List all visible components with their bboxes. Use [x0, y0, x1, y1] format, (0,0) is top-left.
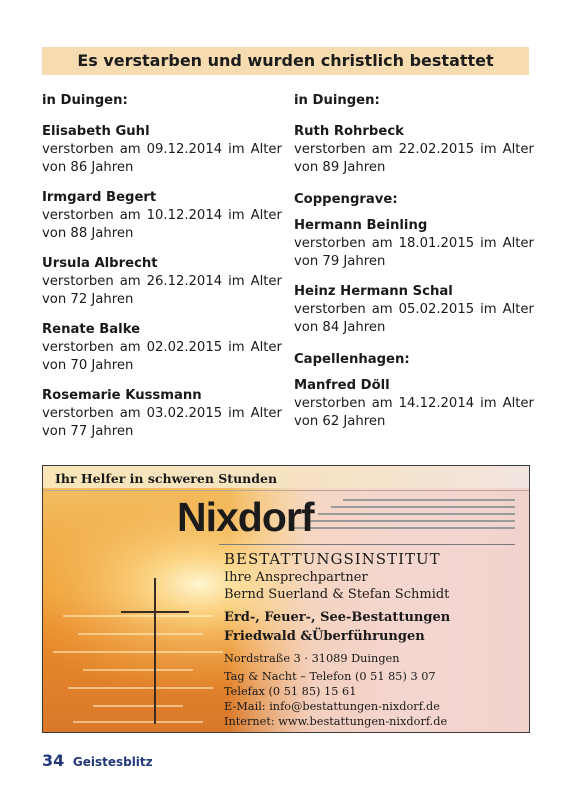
deceased-name: Irmgard Begert — [42, 190, 157, 205]
age-line: von 88 Jahren — [42, 226, 134, 241]
address: Nordstraße 3 · 31089 Duingen — [224, 652, 400, 665]
death-date-line: verstorben am 10.12.2014 im Alter — [42, 208, 282, 223]
death-date-line: verstorben am 03.02.2015 im Alter — [42, 406, 282, 421]
place-heading: Capellenhagen: — [294, 352, 410, 367]
place-heading: in Duingen: — [42, 93, 128, 108]
page-number: 34 — [42, 751, 65, 770]
services-line-2: Friedwald &Überführungen — [224, 629, 425, 644]
age-line: von 77 Jahren — [42, 424, 134, 439]
age-line: von 86 Jahren — [42, 160, 134, 175]
nixdorf-logo: Nixdorf — [177, 494, 314, 540]
magazine-name: Geistesblitz — [72, 755, 153, 769]
right-column — [294, 92, 534, 443]
deceased-name: Ursula Albrecht — [42, 256, 158, 271]
death-date-line: verstorben am 05.02.2015 im Alter — [294, 302, 534, 317]
left-column — [42, 92, 282, 453]
contact-label: Ihre Ansprechpartner — [224, 570, 368, 585]
obituary-entry — [42, 387, 282, 441]
deceased-name: Hermann Beinling — [294, 218, 428, 233]
death-date-line: verstorben am 02.02.2015 im Alter — [42, 340, 282, 355]
obituary-entry — [42, 189, 282, 243]
deceased-name: Rosemarie Kussmann — [42, 388, 202, 403]
obituary-entry — [294, 217, 534, 271]
death-date-line: verstorben am 22.02.2015 im Alter — [294, 142, 534, 157]
place-heading: Coppengrave: — [294, 192, 398, 207]
obituary-entry — [42, 321, 282, 375]
deceased-name: Renate Balke — [42, 322, 141, 337]
ad-tagline: Ihr Helfer in schweren Stunden — [55, 471, 278, 486]
fax: Telefax (0 51 85) 15 61 — [224, 685, 357, 698]
age-line: von 89 Jahren — [294, 160, 386, 175]
death-date-line: verstorben am 09.12.2014 im Alter — [42, 142, 282, 157]
page-title: Es verstarben und wurden christlich bestattet — [42, 47, 529, 75]
phone: Tag & Nacht – Telefon (0 51 85) 3 07 — [224, 670, 436, 683]
services-line-1: Erd-, Feuer-, See-Bestattungen — [224, 610, 451, 625]
age-line: von 84 Jahren — [294, 320, 386, 335]
obituary-entry — [294, 377, 534, 431]
age-line: von 79 Jahren — [294, 254, 386, 269]
website-link[interactable]: Internet: www.bestattungen-nixdorf.de — [224, 715, 448, 728]
obituary-entry — [42, 255, 282, 309]
obituary-entry — [42, 123, 282, 177]
institute-name: BESTATTUNGSINSTITUT — [224, 550, 441, 568]
place-heading: in Duingen: — [294, 93, 380, 108]
deceased-name: Manfred Döll — [294, 378, 390, 393]
deceased-name: Ruth Rohrbeck — [294, 124, 404, 139]
age-line: von 72 Jahren — [42, 292, 134, 307]
obituary-entry — [294, 283, 534, 337]
obituary-entry — [294, 123, 534, 177]
death-date-line: verstorben am 18.01.2015 im Alter — [294, 236, 534, 251]
death-date-line: verstorben am 14.12.2014 im Alter — [294, 396, 534, 411]
deceased-name: Elisabeth Guhl — [42, 124, 150, 139]
funeral-home-advertisement — [42, 465, 530, 733]
age-line: von 62 Jahren — [294, 414, 386, 429]
deceased-name: Heinz Hermann Schal — [294, 284, 453, 299]
age-line: von 70 Jahren — [42, 358, 134, 373]
death-date-line: verstorben am 26.12.2014 im Alter — [42, 274, 282, 289]
email-link[interactable]: E-Mail: info@bestattungen-nixdorf.de — [224, 700, 440, 713]
contact-names: Bernd Suerland & Stefan Schmidt — [224, 587, 450, 602]
page-footer — [42, 751, 153, 770]
